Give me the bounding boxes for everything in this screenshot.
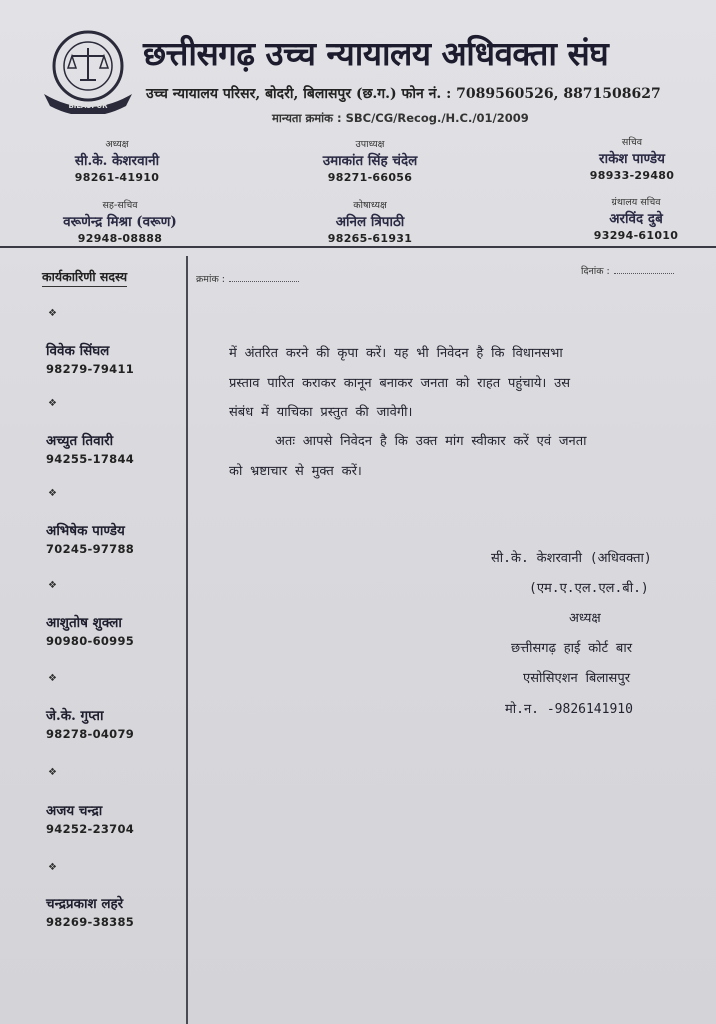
member-phone: 94252-23704 bbox=[46, 822, 135, 836]
bullet-icon: ❖ bbox=[48, 488, 57, 499]
signatory-designation: अध्यक्ष bbox=[569, 611, 601, 626]
member-name: विवेक सिंघल bbox=[46, 343, 110, 359]
member-name: अभिषेक पाण्डेय bbox=[46, 523, 125, 539]
reference-field bbox=[196, 272, 299, 285]
officer-role: उपाध्यक्ष bbox=[355, 139, 385, 150]
signatory-mobile: मो.न. -9826141910 bbox=[505, 702, 633, 717]
member-item bbox=[46, 894, 134, 929]
member-item bbox=[46, 521, 134, 556]
officer-name: उमाकांत सिंह चंदेल bbox=[322, 153, 418, 169]
body-text-line: संबंध में याचिका प्रस्तुत की जावेगी। bbox=[229, 405, 413, 420]
officer-name: सी.के. केशरवानी bbox=[74, 153, 160, 169]
member-phone: 90980-60995 bbox=[46, 634, 135, 648]
officer-name: अनिल त्रिपाठी bbox=[335, 214, 405, 230]
sidebar-divider bbox=[186, 256, 188, 1024]
officer-name: वरूणेन्द्र मिश्रा (वरूण) bbox=[63, 214, 177, 230]
officer-name: राकेश पाण्डेय bbox=[599, 151, 665, 167]
officer-role: अध्यक्ष bbox=[105, 139, 129, 150]
officer-name: अरविंद दुबे bbox=[609, 211, 663, 227]
bullet-icon: ❖ bbox=[48, 398, 57, 409]
member-name: आशुतोष शुक्ला bbox=[46, 615, 122, 631]
officer-role: ग्रंथालय सचिव bbox=[611, 197, 661, 208]
officer-phone: 98271-66056 bbox=[327, 171, 413, 184]
member-item bbox=[46, 431, 134, 466]
member-item bbox=[46, 613, 134, 648]
member-phone: 98279-79411 bbox=[46, 362, 135, 376]
officer-secretary bbox=[572, 135, 692, 182]
signatory-organization-city: एसोसिएशन बिलासपुर bbox=[523, 671, 631, 686]
member-phone: 98269-38385 bbox=[46, 915, 135, 929]
member-name: जे.के. गुप्ता bbox=[46, 708, 104, 724]
bullet-icon: ❖ bbox=[48, 308, 57, 319]
association-logo bbox=[40, 28, 136, 114]
member-name: चन्द्रप्रकाश लहरे bbox=[46, 896, 124, 912]
association-address: उच्च न्यायालय परिसर, बोदरी, बिलासपुर (छ.ग.) फोन नं. : 7089560526, 8871508627 bbox=[146, 86, 661, 102]
members-heading: कार्यकारिणी सदस्य bbox=[42, 268, 127, 287]
signatory-qualification: (एम.ए.एल.एल.बी.) bbox=[529, 581, 649, 596]
date-label: दिनांक : bbox=[581, 266, 610, 277]
officer-phone: 92948-08888 bbox=[77, 232, 163, 245]
body-text-line: को भ्रष्टाचार से मुक्त करें। bbox=[229, 464, 362, 479]
officer-role: सह-सचिव bbox=[102, 200, 138, 211]
reference-label: क्रमांक : bbox=[196, 274, 225, 285]
member-phone: 70245-97788 bbox=[46, 542, 135, 556]
officer-role: कोषाध्यक्ष bbox=[353, 200, 387, 211]
officer-president bbox=[52, 137, 182, 184]
bullet-icon: ❖ bbox=[48, 862, 57, 873]
member-phone: 94255-17844 bbox=[46, 452, 135, 466]
date-field bbox=[581, 264, 674, 277]
body-text-line: में अंतरित करने की कृपा करें। यह भी निवेदन है कि विधानसभा bbox=[229, 346, 563, 361]
logo-text: BILASPUR bbox=[68, 102, 108, 110]
member-name: अच्युत तिवारी bbox=[46, 433, 114, 449]
member-name: अजय चन्द्रा bbox=[46, 803, 103, 819]
recognition-number: मान्यता क्रमांक : SBC/CG/Recog./H.C./01/2009 bbox=[272, 111, 529, 125]
officer-phone: 98265-61931 bbox=[327, 232, 413, 245]
officer-phone: 98933-29480 bbox=[589, 169, 675, 182]
member-item bbox=[46, 801, 134, 836]
bullet-icon: ❖ bbox=[48, 673, 57, 684]
officer-phone: 98261-41910 bbox=[74, 171, 160, 184]
officer-role: सचिव bbox=[621, 137, 643, 148]
officer-vice-president bbox=[300, 137, 440, 184]
member-item bbox=[46, 341, 134, 376]
signatory-organization: छत्तीसगढ़ हाई कोर्ट बार bbox=[511, 641, 633, 656]
officer-library-secretary bbox=[578, 195, 694, 242]
member-phone: 98278-04079 bbox=[46, 727, 135, 741]
body-text-line: प्रस्ताव पारित कराकर कानून बनाकर जनता को राहत पहुंचाये। उस bbox=[229, 376, 571, 391]
body-text-line: अतः आपसे निवेदन है कि उक्त मांग स्वीकार करें एवं जनता bbox=[275, 434, 587, 449]
bullet-icon: ❖ bbox=[48, 580, 57, 591]
signatory-name: सी.के. केशरवानी (अधिवक्ता) bbox=[491, 551, 652, 566]
officer-joint-secretary bbox=[36, 198, 204, 245]
bullet-icon: ❖ bbox=[48, 767, 57, 778]
member-item bbox=[46, 706, 134, 741]
header-divider bbox=[0, 246, 716, 248]
association-title: छत्तीसगढ़ उच्च न्यायालय अधिवक्ता संघ bbox=[143, 34, 609, 73]
officer-phone: 93294-61010 bbox=[593, 229, 679, 242]
officer-treasurer bbox=[310, 198, 430, 245]
